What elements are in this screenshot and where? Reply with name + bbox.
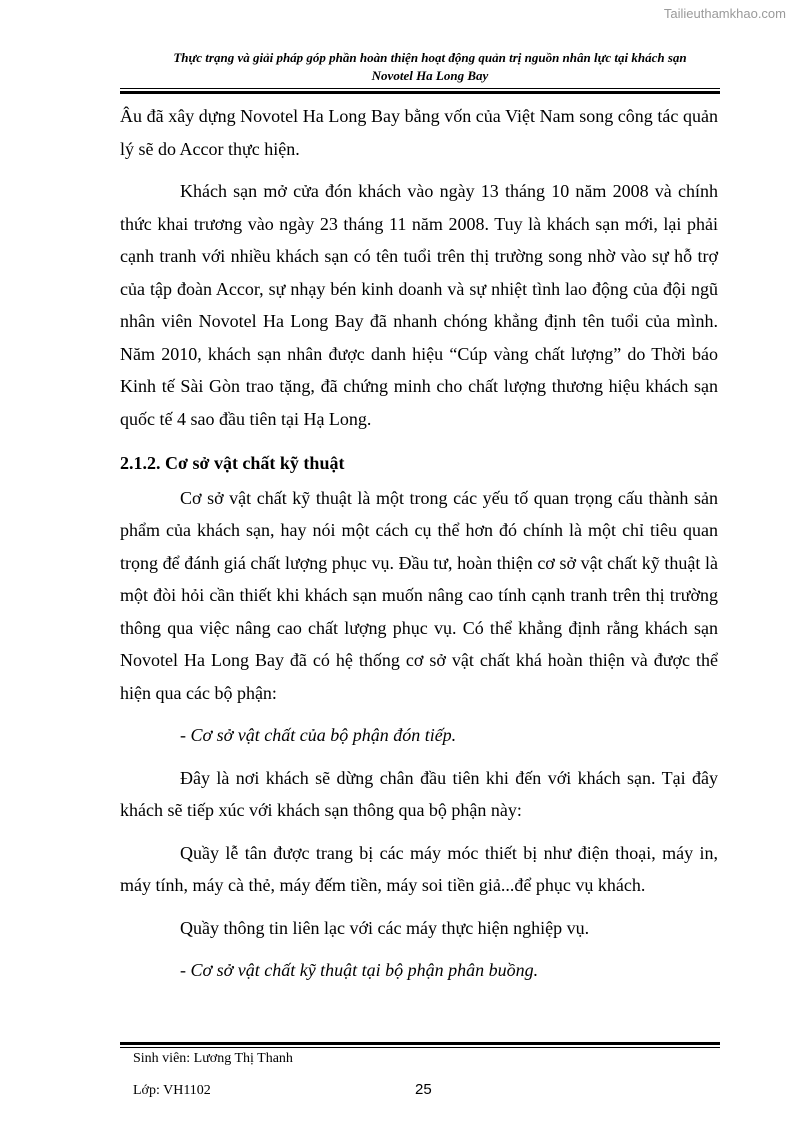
subheading-housekeeping: - Cơ sở vật chất kỹ thuật tại bộ phận phân buồng. bbox=[180, 960, 539, 980]
footer-student-name: Sinh viên: Lương Thị Thanh bbox=[133, 1051, 293, 1066]
section-heading: 2.1.2. Cơ sở vật chất kỹ thuật bbox=[120, 453, 345, 473]
paragraph-5: Quầy lễ tân được trang bị các máy móc thiết bị như điện thoại, máy in, máy tính, máy cà thẻ, máy đếm tiền, máy soi tiền giả...để phục vụ khách. bbox=[120, 842, 718, 895]
footer-rule bbox=[120, 1047, 720, 1048]
watermark: Tailieuthamkhao.com bbox=[663, 6, 786, 21]
subheading-reception: - Cơ sở vật chất của bộ phận đón tiếp. bbox=[180, 725, 457, 745]
paragraph-6: Quầy thông tin liên lạc với các máy thực hiện nghiệp vụ. bbox=[180, 917, 590, 938]
running-header-line-2: Novotel Ha Long Bay bbox=[371, 68, 489, 83]
paragraph-1: Âu đã xây dựng Novotel Ha Long Bay bằng vốn của Việt Nam song công tác quản lý sẽ do Accor thực hiện. bbox=[120, 106, 718, 159]
header-rule-thick bbox=[120, 91, 720, 94]
running-header-line-1: Thực trạng và giải pháp góp phần hoàn thiện hoạt động quản trị nguồn nhân lực tại khách sạn bbox=[173, 50, 687, 65]
header-rule bbox=[120, 88, 720, 89]
paragraph-3: Cơ sở vật chất kỹ thuật là một trong các yếu tố quan trọng cấu thành sản phẩm của khách sạn, hay nói một cách cụ thể hơn đó chính là một chỉ tiêu quan trọng để đánh giá chất lượng phục vụ. Đầu tư, hoàn thiện cơ sở vật chất kỹ thuật là một đòi hỏi cần thiết khi khách sạn muốn nâng cao tính cạnh tranh trên thị trường thông qua việc nâng cao chất lượng phục vụ. Có thể khẳng định rằng khách sạn Novotel Ha Long Bay đã có hệ thống cơ sở vật chất khá hoàn thiện và được thể hiện qua các bộ phận: bbox=[120, 487, 718, 703]
paragraph-2: Khách sạn mở cửa đón khách vào ngày 13 tháng 10 năm 2008 và chính thức khai trương vào ngày 23 tháng 11 năm 2008. Tuy là khách sạn mới, lại phải cạnh tranh với nhiều khách sạn có tên tuổi trên thị trường song nhờ vào sự hỗ trợ của tập đoàn Accor, sự nhạy bén kinh doanh và sự nhiệt tình lao động của đội ngũ nhân viên Novotel Ha Long Bay đã nhanh chóng khẳng định tên tuổi của mình. Năm 2010, khách sạn nhân được danh hiệu “Cúp vàng chất lượng” do Thời báo Kinh tế Sài Gòn trao tặng, đã chứng minh cho chất lượng thương hiệu khách sạn quốc tế 4 sao đầu tiên tại Hạ Long. bbox=[120, 181, 718, 429]
footer-rule-thick bbox=[120, 1042, 720, 1045]
body-text bbox=[120, 100, 718, 987]
page-number: 25 bbox=[415, 1081, 432, 1098]
paragraph-4: Đây là nơi khách sẽ dừng chân đầu tiên khi đến với khách sạn. Tại đây khách sẽ tiếp xúc với khách sạn thông qua bộ phận này: bbox=[120, 767, 718, 820]
footer-class: Lớp: VH1102 bbox=[133, 1083, 211, 1098]
running-header bbox=[120, 49, 740, 85]
